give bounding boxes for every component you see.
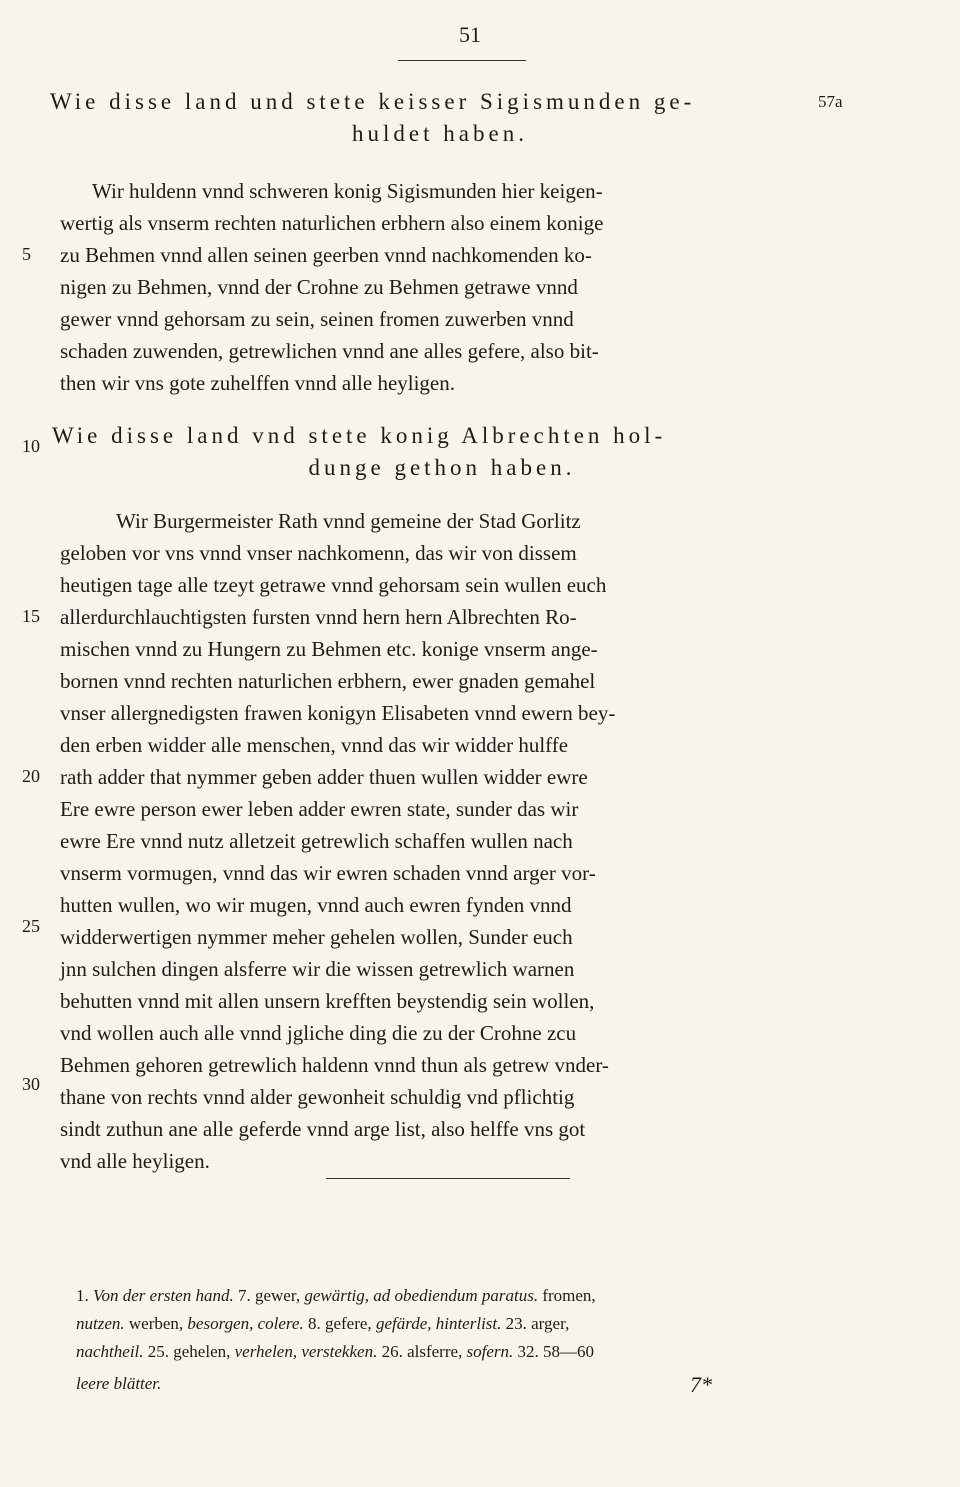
section-end-rule (326, 1178, 570, 1179)
footnote-text: 32. 58—60 (517, 1342, 595, 1361)
footnote-text: besorgen, colere. (187, 1314, 304, 1333)
text-line: behutten vnnd mit allen unsern krefften beystendig sein wollen, (60, 989, 595, 1013)
text-line: Behmen gehoren getrewlich haldenn vnnd thun als getrew vnder- (60, 1053, 609, 1077)
text-line: mischen vnnd zu Hungern zu Behmen etc. konige vnserm ange- (60, 637, 598, 661)
footnote-text: 8. gefere, (307, 1314, 372, 1333)
footnote-text: leere blätter. (76, 1374, 162, 1393)
line-number: 5 (22, 244, 31, 264)
footnote-text: fromen, (542, 1286, 596, 1305)
text-line: Wir Burgermeister Rath vnnd gemeine der Stad Gorlitz (116, 509, 581, 533)
text-line: wertig als vnserm rechten naturlichen erbhern also einem konige (60, 211, 604, 235)
page-number-rule (398, 60, 526, 61)
text-line: vnd alle heyligen. (60, 1149, 210, 1173)
section-2-heading (52, 420, 832, 484)
text-line: bornen vnnd rechten naturlichen erbhern, ewer gnaden gemahel (60, 669, 596, 693)
section-2-heading-line1: Wie disse land vnd stete konig Albrechten hol- (52, 423, 667, 448)
footnote-line (76, 1340, 836, 1364)
text-line: Ere ewre person ewer leben adder ewren state, sunder das wir (60, 797, 579, 821)
text-line: Wir huldenn vnnd schweren konig Sigismunden hier keigen- (92, 179, 603, 203)
line-number: 15 (22, 606, 40, 626)
text-line: den erben widder alle menschen, vnnd das wir widder hulffe (60, 733, 569, 757)
section-1-heading-line1: Wie disse land und stete keisser Sigismunden ge- (50, 89, 696, 114)
text-line: ewre Ere vnnd nutz alletzeit getrewlich schaffen wullen nach (60, 829, 573, 853)
line-number: 20 (22, 766, 40, 786)
footnote-text: 1. (76, 1286, 89, 1305)
text-line: vnser allergnedigsten frawen konigyn Elisabeten vnnd ewern bey- (60, 701, 616, 725)
text-line: schaden zuwenden, getrewlichen vnnd ane alles gefere, also bit- (60, 339, 599, 363)
text-line: hutten wullen, wo wir mugen, vnnd auch ewren fynden vnnd (60, 893, 572, 917)
text-line: sindt zuthun ane alle geferde vnnd arge list, also helffe vns got (60, 1117, 586, 1141)
section-2-heading-line2: dunge gethon haben. (308, 455, 576, 480)
signature-mark: 7* (690, 1372, 712, 1397)
text-line: thane von rechts vnnd alder gewonheit schuldig vnd pflichtig (60, 1085, 575, 1109)
footnote-text: 26. alsferre, (381, 1342, 463, 1361)
line-number: 10 (22, 436, 40, 456)
text-line: then wir vns gote zuhelffen vnnd alle heyligen. (60, 371, 456, 395)
text-line: nigen zu Behmen, vnnd der Crohne zu Behmen getrawe vnnd (60, 275, 578, 299)
page-number: 51 (459, 22, 481, 47)
footnote-text: werben, (128, 1314, 184, 1333)
footnote-text: sofern. (466, 1342, 514, 1361)
footnote-text: gewärtig, (304, 1286, 370, 1305)
text-line: vnd wollen auch alle vnnd jgliche ding die zu der Crohne zcu (60, 1021, 577, 1045)
text-line: vnserm vormugen, vnnd das wir ewren schaden vnnd arger vor- (60, 861, 596, 885)
text-line: heutigen tage alle tzeyt getrawe vnnd gehorsam sein wullen euch (60, 573, 607, 597)
footnote-text: 25. gehelen, (147, 1342, 231, 1361)
footnote-text: gefärde, hinterlist. (375, 1314, 502, 1333)
marginal-page-ref: 57a (818, 92, 843, 111)
text-line: rath adder that nymmer geben adder thuen wullen widder ewre (60, 765, 588, 789)
footnote-text: 7. gewer, (237, 1286, 301, 1305)
text-line: jnn sulchen dingen alsferre wir die wissen getrewlich warnen (60, 957, 575, 981)
footnote-text: 23. arger, (505, 1314, 570, 1333)
footnote-text: nutzen. (76, 1314, 125, 1333)
footnote-text: verhelen, verstekken. (234, 1342, 378, 1361)
footnote-text: Von der ersten hand. (93, 1286, 234, 1305)
text-line: widderwertigen nymmer meher gehelen wollen, Sunder euch (60, 925, 573, 949)
text-line: allerdurchlauchtigsten fursten vnnd hern hern Albrechten Ro- (60, 605, 577, 629)
line-number: 30 (22, 1074, 40, 1094)
footnote-text: ad obediendum paratus. (373, 1286, 539, 1305)
text-line: zu Behmen vnnd allen seinen geerben vnnd nachkomenden ko- (60, 243, 592, 267)
footnote-line (76, 1312, 836, 1336)
footnote-line (76, 1284, 836, 1308)
section-1-heading (50, 86, 830, 150)
line-number: 25 (22, 916, 40, 936)
text-line: geloben vor vns vnnd vnser nachkomenn, das wir von dissem (60, 541, 577, 565)
section-1-heading-line2: huldet haben. (352, 121, 528, 146)
footnote-line (76, 1372, 836, 1396)
text-line: gewer vnnd gehorsam zu sein, seinen fromen zuwerben vnnd (60, 307, 574, 331)
footnote-text: nachtheil. (76, 1342, 144, 1361)
